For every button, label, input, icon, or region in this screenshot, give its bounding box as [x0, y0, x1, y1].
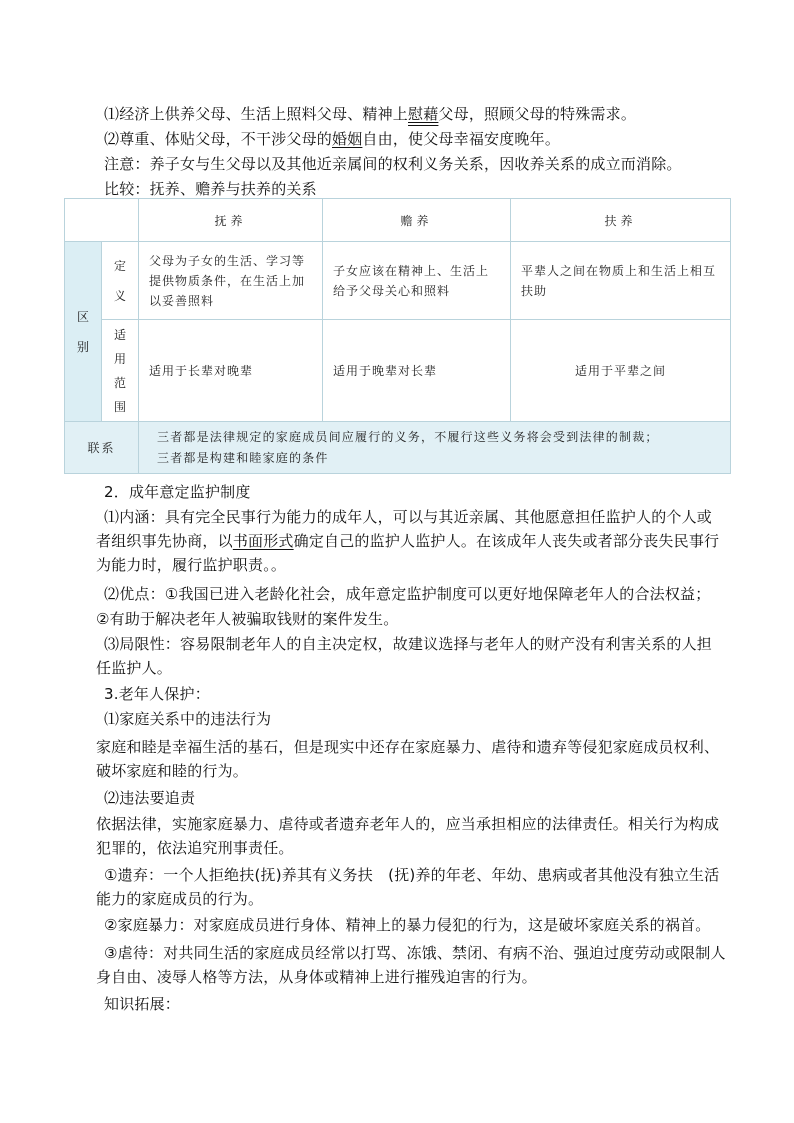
scope-cell-fuyang: 适用于长辈对晚辈	[139, 320, 323, 422]
connection-text-2: 三者都是构建和睦家庭的条件	[157, 450, 329, 465]
section-3-sub1: ⑴家庭关系中的违法行为	[104, 710, 272, 728]
table-row-scope	[65, 320, 731, 422]
definition-cell-fuyang-mutual: 平辈人之间在物质上和生活上相互扶助	[511, 242, 731, 320]
connection-text-1: 三者都是法律规定的家庭成员间应履行的义务，不履行这些义务将会受到法律的制裁；	[157, 429, 659, 444]
knowledge-extension: 知识拓展：	[104, 995, 181, 1013]
definition-cell-shanyang: 子女应该在精神上、生活上给予父母关心和照料	[323, 242, 511, 320]
scope-cell-fuyang-mutual: 适用于平辈之间	[511, 320, 731, 422]
definition-cell-fuyang: 父母为子女的生活、学习等提供物质条件，在生活上加以妥善照料	[139, 242, 323, 320]
section-2-title: 2．成年意定监护制度	[104, 483, 251, 501]
header-fuyang-mutual: 扶养	[511, 199, 731, 242]
section-2-advantage-2: ②有助于解决老年人被骗取钱财的案件发生。	[96, 610, 399, 628]
duty-line-2: ⑵尊重、体贴父母，不干涉父母的婚姻自由，使父母幸福安度晚年。	[104, 130, 561, 148]
comparison-table	[64, 198, 731, 474]
item-abandonment: ①遗弃：一个人拒绝扶(抚)养其有义务扶 (抚)养的年老、年幼、患病或者其他没有独立生活能力的家庭成员的行为。	[96, 866, 720, 908]
section-3-family-harmony: 家庭和睦是幸福生活的基石，但是现实中还存在家庭暴力、虐待和遗弃等侵犯家庭成员权利、破坏家庭和睦的行为。	[96, 738, 720, 780]
table-row-connection	[65, 422, 731, 474]
row-label-connection: 联系	[65, 422, 139, 474]
table-row-definition	[65, 242, 731, 320]
scope-cell-shanyang: 适用于晚辈对长辈	[323, 320, 511, 422]
compare-title: 比较：抚养、赡养与扶养的关系	[104, 180, 317, 198]
row-label-definition: 定 义	[102, 242, 139, 320]
duty-line-1: ⑴经济上供养父母、生活上照料父母、精神上慰藉父母，照顾父母的特殊需求。	[104, 105, 637, 123]
note-line: 注意：养子女与生父母以及其他近亲属间的权利义务关系，因收养关系的成立而消除。	[104, 155, 682, 173]
section-3-sub2: ⑵违法要追责	[104, 789, 196, 807]
connection-cell	[139, 422, 731, 474]
section-3-accountability: 依据法律，实施家庭暴力、虐待或者遗弃老年人的，应当承担相应的法律责任。相关行为构成犯罪的，依法追究刑事责任。	[96, 815, 720, 857]
table-header-row	[65, 199, 731, 242]
header-shanyang-support: 赡养	[323, 199, 511, 242]
section-3-title: 3.老年人保护：	[104, 685, 210, 703]
header-fuyang-raise: 抚养	[139, 199, 323, 242]
row-label-scope: 适 用 范 围	[102, 320, 139, 422]
section-2-limitation: ⑶局限性：容易限制老年人的自主决定权，故建议选择与老年人的财产没有利害关系的人担任监护人。	[96, 635, 713, 677]
section-2-meaning: ⑴内涵：具有完全民事行为能力的成年人，可以与其近亲属、其他愿意担任监护人的个人或者组织事先协商，以书面形式确定自己的监护人监护人。在该成年人丧失或者部分丧失民事行为能力时，履行监护职责。。	[96, 508, 720, 574]
section-2-advantage: ⑵优点：①我国已进入老龄化社会，成年意定监护制度可以更好地保障老年人的合法权益；	[104, 585, 711, 603]
table-corner-cell	[65, 199, 139, 242]
group-label-difference: 区 别	[65, 242, 102, 422]
item-domestic-violence: ②家庭暴力：对家庭成员进行身体、精神上的暴力侵犯的行为，这是破坏家庭关系的祸首。	[104, 916, 711, 934]
item-maltreatment: ③虐待：对共同生活的家庭成员经常以打骂、冻饿、禁闭、有病不治、强迫过度劳动或限制人身自由、凌辱人格等方法，从身体或精神上进行摧残迫害的行为。	[96, 944, 726, 986]
